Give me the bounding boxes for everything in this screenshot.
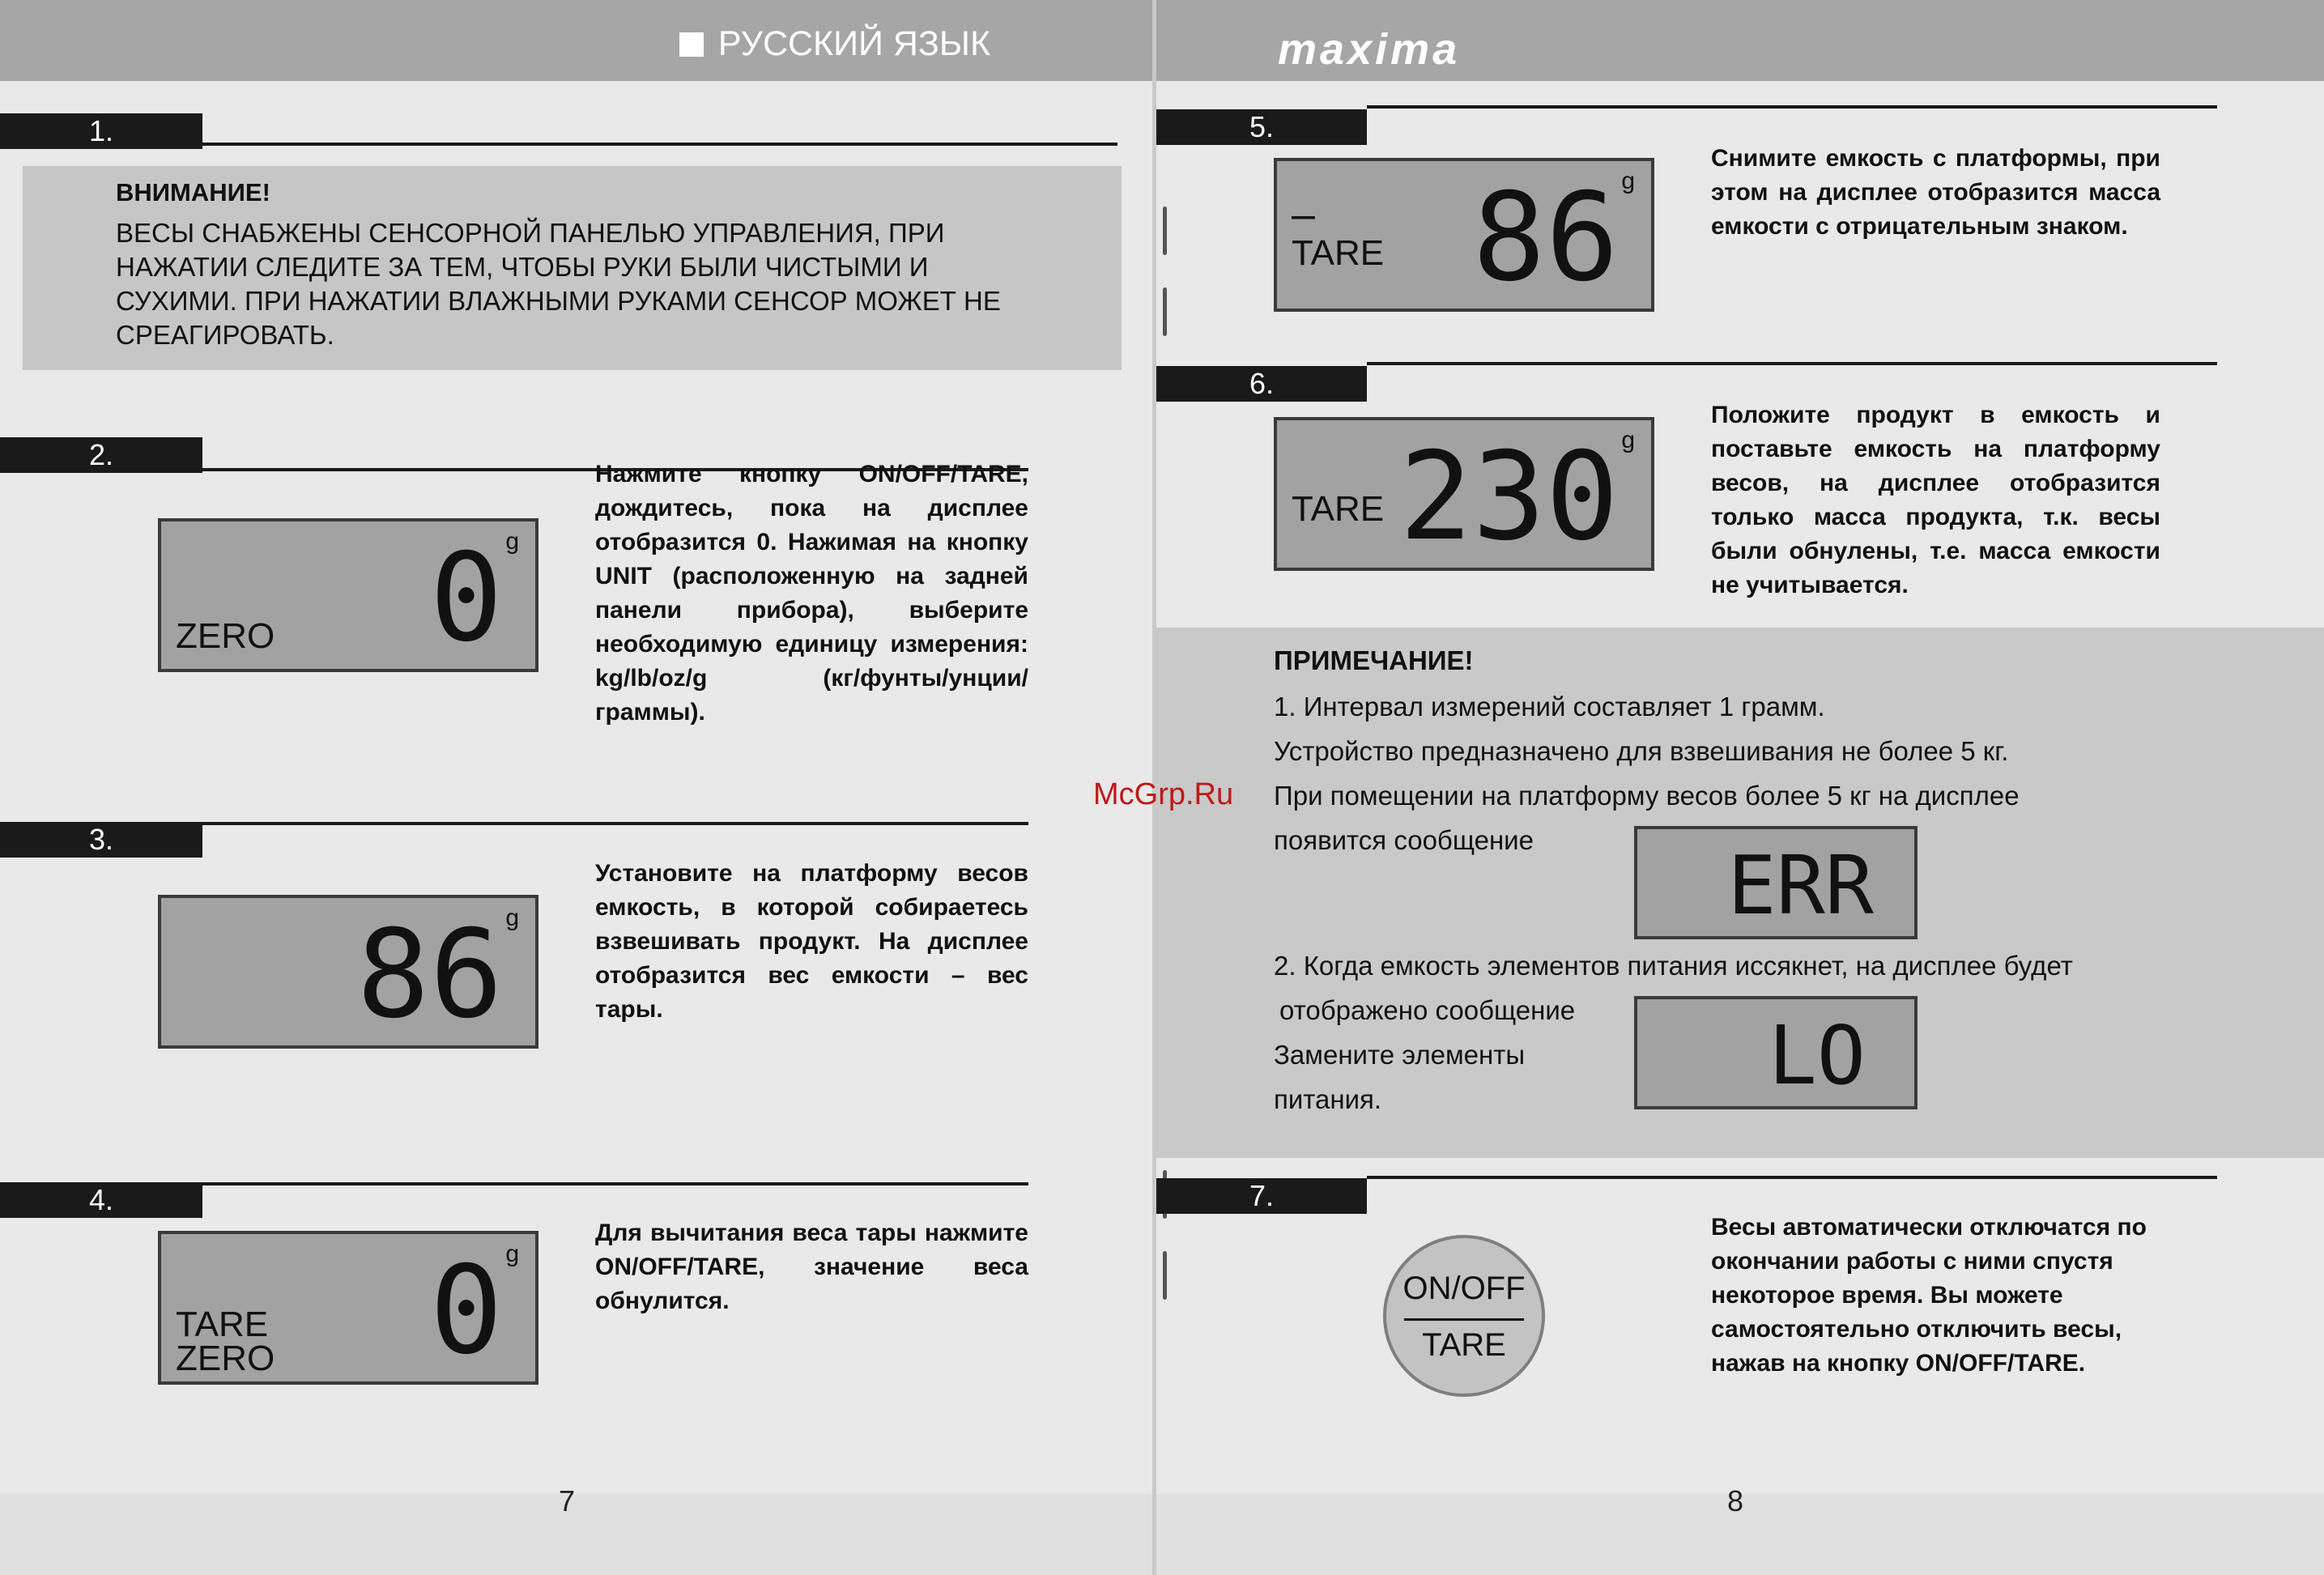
left-page <box>0 0 1152 1575</box>
on-off-tare-button <box>1383 1235 1545 1397</box>
step-1-number: 1. <box>0 113 202 149</box>
page-number-left: 7 <box>559 1484 576 1518</box>
step-6-number: 6. <box>1156 366 1367 402</box>
brand-logo: maxima <box>1278 25 1461 74</box>
note-line-3: При помещении на платформу весов более 5 кг на дисплее <box>1274 781 2020 811</box>
step-1-divider <box>202 143 1117 146</box>
right-page <box>1156 0 2324 1575</box>
warning-box <box>23 166 1122 370</box>
low-battery-code: LO <box>1768 1008 1866 1103</box>
step-2-text: Нажмите кнопку ON/OFF/TARE, дождитесь, пока на дисплее отобразится 0. Нажимая на кнопку UNIT (расположенную на задней панели прибора), выберите необходимую единицу измерения: kg/lb/oz/g (кг/фунты/унции/граммы). <box>595 461 1028 726</box>
unit-label: g <box>505 1241 519 1267</box>
step-4-number: 4. <box>0 1182 202 1218</box>
lcd-status-label: TARE <box>1292 233 1385 273</box>
lcd-display-tare-zero <box>158 1231 538 1385</box>
lcd-display-low-battery <box>1634 996 1918 1109</box>
unit-label: g <box>505 528 519 555</box>
staple-mark <box>1163 206 1167 255</box>
note-line-6: отображено сообщение <box>1279 995 1576 1025</box>
button-divider <box>1404 1318 1524 1321</box>
error-code: ERR <box>1727 838 1874 933</box>
step-7-text: Весы автоматически отключатся по окончании работы с ними спустя некоторое время. Вы можете самостоятельно отключить весы, нажав на кнопку ON/OFF/TARE. <box>1711 1214 2147 1377</box>
lcd-value: 0 <box>429 528 503 669</box>
step-2-number: 2. <box>0 437 202 473</box>
lcd-display-error <box>1634 826 1918 939</box>
step-7-divider <box>1367 1176 2217 1179</box>
lcd-display-negative <box>1274 158 1654 312</box>
step-4-divider <box>202 1182 1028 1186</box>
note-line-8: питания. <box>1274 1084 1382 1114</box>
lcd-status-label: ZERO <box>176 616 275 656</box>
lcd-status-label: TARE <box>1292 489 1385 529</box>
warning-text: ВЕСЫ СНАБЖЕНЫ СЕНСОРНОЙ ПАНЕЛЬЮ УПРАВЛЕНИЯ, ПРИ НАЖАТИИ СЛЕДИТЕ ЗА ТЕМ, ЧТОБЫ РУКИ БЫЛИ ЧИСТЫМИ И СУХИМИ. ПРИ НАЖАТИИ ВЛАЖНЫМИ РУКАМИ СЕНСОР МОЖЕТ НЕ СРЕАГИРОВАТЬ. <box>116 218 1001 350</box>
header-bar <box>0 0 1152 81</box>
step-7-number: 7. <box>1156 1178 1367 1214</box>
step-3-number: 3. <box>0 822 202 858</box>
step-5-number: 5. <box>1156 109 1367 145</box>
language-title: РУССКИЙ ЯЗЫК <box>717 24 990 63</box>
note-title: ПРИМЕЧАНИЕ! <box>1274 645 1474 675</box>
note-box <box>1156 628 2324 1158</box>
header-bar <box>1156 0 2324 81</box>
lcd-value: 0 <box>429 1241 503 1381</box>
lcd-value: 86 <box>356 905 503 1045</box>
staple-mark <box>1163 287 1167 336</box>
note-line-2: Устройство предназначено для взвешивания не более 5 кг. <box>1274 736 2009 766</box>
step-6-divider <box>1367 362 2217 365</box>
note-line-1: 1. Интервал измерений составляет 1 грамм. <box>1274 692 1825 722</box>
lcd-display-product-weight <box>1274 417 1654 571</box>
language-header <box>679 24 990 64</box>
note-line-4: появится сообщение <box>1274 825 1534 855</box>
note-line-5: 2. Когда емкость элементов питания иссякнет, на дисплее будет <box>1274 951 2073 981</box>
lcd-status-label-zero: ZERO <box>176 1339 275 1378</box>
negative-sign: – <box>1292 191 1315 238</box>
square-icon <box>679 32 704 57</box>
lcd-display-zero <box>158 518 538 672</box>
unit-label: g <box>505 905 519 931</box>
watermark-text: McGrp.Ru <box>1093 777 1234 811</box>
step-3-divider <box>202 822 1028 825</box>
step-6-text: Положите продукт в емкость и поставьте емкость на платформу весов, на дисплее отобразится только масса продукта, т.к. весы были обнулены, т.е. масса емкости не учитывается. <box>1711 402 2160 598</box>
lcd-value: 86 <box>1472 168 1619 309</box>
step-5-divider <box>1367 105 2217 109</box>
note-line-7: Замените элементы <box>1274 1040 1526 1070</box>
footer-bar <box>0 1494 1152 1575</box>
lcd-display-tare-weight <box>158 895 538 1049</box>
unit-label: g <box>1621 168 1635 194</box>
button-label-top: ON/OFF <box>1402 1271 1526 1306</box>
step-3-text: Установите на платформу весов емкость, в которой собираетесь взвешивать продукт. На дисплее отобразится вес емкости – вес тары. <box>595 860 1028 1023</box>
page-number-right: 8 <box>1727 1484 1744 1518</box>
lcd-status-label-tare: TARE <box>176 1305 269 1344</box>
warning-title: ВНИМАНИЕ! <box>116 178 270 206</box>
step-4-text: Для вычитания веса тары нажмите ON/OFF/TARE, значение веса обнулится. <box>595 1220 1028 1314</box>
step-5-text: Снимите емкость с платформы, при этом на дисплее отобразится масса емкости с отрицательным знаком. <box>1711 145 2160 240</box>
unit-label: g <box>1621 427 1635 453</box>
staple-mark <box>1163 1251 1167 1300</box>
lcd-value: 230 <box>1399 427 1619 568</box>
button-label-bottom: TARE <box>1422 1327 1506 1363</box>
